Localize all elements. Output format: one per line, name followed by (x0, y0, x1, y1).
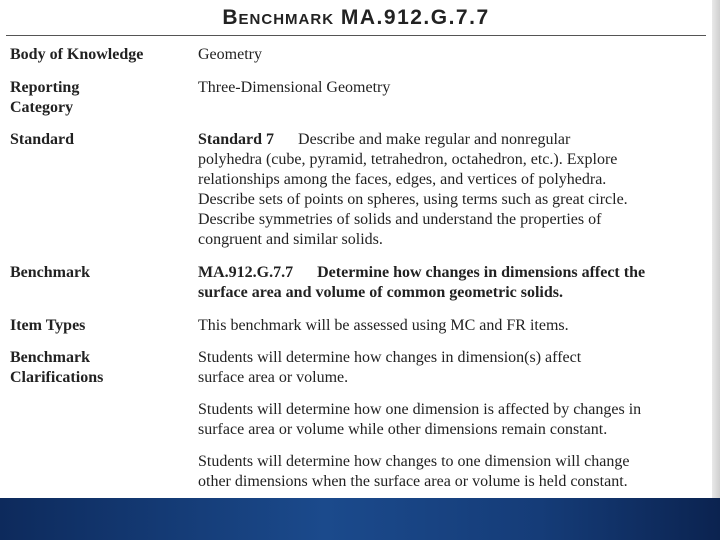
label-benchmark: Benchmark (10, 264, 90, 281)
value-benchmark (198, 263, 708, 303)
value-body-of-knowledge: Geometry (198, 46, 262, 63)
standard-line-2: polyhedra (cube, pyramid, tetrahedron, octahedron, etc.). Explore (198, 151, 618, 168)
standard-text-1: Describe and make regular and nonregular (298, 131, 571, 148)
benchmark-text-1: Determine how changes in dimensions affect the (317, 264, 646, 281)
clarification-paragraph-3 (198, 452, 708, 492)
value-reporting-category: Three-Dimensional Geometry (198, 79, 391, 96)
title-divider (6, 35, 706, 36)
clarification-2-line-2: surface area or volume while other dimensions remain constant. (198, 421, 608, 438)
title-code: MA.912.G.7.7 (340, 6, 490, 29)
clarification-3-line-2: other dimensions when the surface area or volume is held constant. (198, 473, 628, 490)
clarification-2-line-1: Students will determine how one dimension is affected by changes in (198, 401, 642, 418)
clarification-3-line-1: Students will determine how changes to one dimension will change (198, 453, 630, 470)
standard-line-3: relationships among the faces, edges, and vertices of polyhedra. (198, 171, 607, 188)
value-standard (198, 130, 708, 250)
standard-line-1 (198, 130, 708, 150)
label-reporting-category-line1: Reporting (10, 79, 80, 96)
clarification-paragraph-2 (198, 400, 708, 440)
title-lead: Benchmark (222, 6, 335, 29)
label-benchmark-clarifications (10, 348, 190, 388)
label-clarifications-line1: Benchmark (10, 349, 90, 366)
label-clarifications-line2: Clarifications (10, 369, 104, 386)
benchmark-line-2: surface area and volume of common geometric solids. (198, 284, 563, 301)
label-item-types: Item Types (10, 317, 86, 334)
standard-line-6: congruent and similar solids. (198, 231, 383, 248)
label-reporting-category (10, 78, 190, 118)
clarification-1-line-1: Students will determine how changes in dimension(s) affect (198, 349, 582, 366)
page-edge-shadow (712, 0, 720, 498)
value-item-types: This benchmark will be assessed using MC and FR items. (198, 317, 569, 334)
footer-bar (0, 498, 720, 540)
label-standard: Standard (10, 131, 75, 148)
benchmark-line-1 (198, 263, 708, 283)
standard-number: Standard 7 (198, 131, 275, 148)
clarification-1-line-2: surface area or volume. (198, 369, 349, 386)
standard-line-5: Describe symmetries of solids and understand the properties of (198, 211, 602, 228)
standard-line-4: Describe sets of points on spheres, using terms such as great circle. (198, 191, 628, 208)
clarification-paragraph-1 (198, 348, 708, 388)
page-title (0, 6, 712, 30)
benchmark-code: MA.912.G.7.7 (198, 264, 294, 281)
label-reporting-category-line2: Category (10, 99, 74, 116)
label-body-of-knowledge: Body of Knowledge (10, 46, 144, 63)
